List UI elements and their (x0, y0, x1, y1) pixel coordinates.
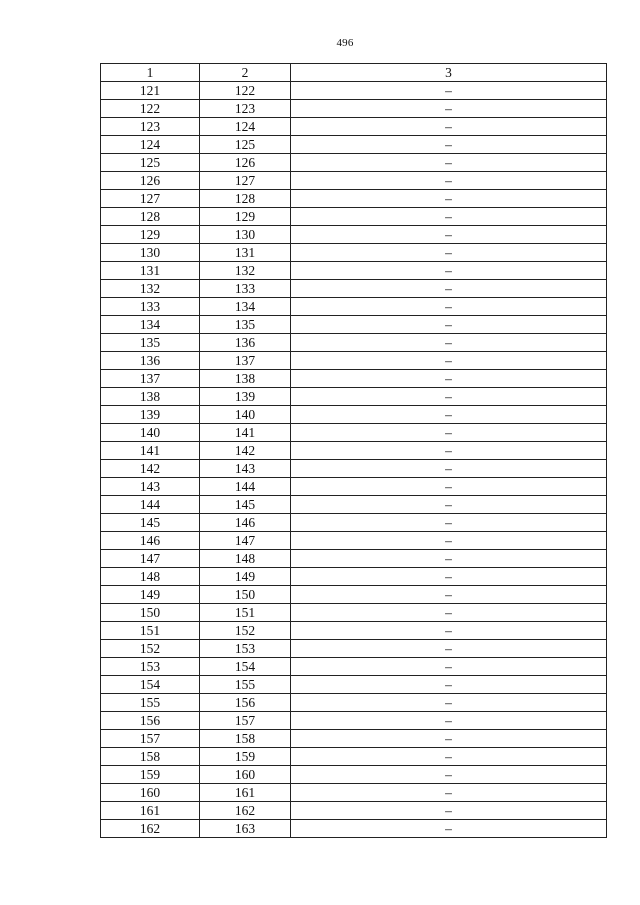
table-cell-col-3: – (291, 190, 607, 208)
table-row (101, 262, 607, 280)
table-cell-col-1: 160 (101, 784, 200, 802)
table-cell-col-2: 125 (200, 136, 291, 154)
table-row (101, 334, 607, 352)
table-cell-col-3: – (291, 766, 607, 784)
table-header-row (101, 64, 607, 82)
table-cell-col-1: 135 (101, 334, 200, 352)
table-cell-col-3: – (291, 244, 607, 262)
table-row (101, 640, 607, 658)
table-cell-col-1: 157 (101, 730, 200, 748)
table-cell-col-1: 143 (101, 478, 200, 496)
table-row (101, 694, 607, 712)
table-cell-col-2: 122 (200, 82, 291, 100)
table-cell-col-3: – (291, 604, 607, 622)
table-row (101, 226, 607, 244)
page-number: 496 (336, 37, 354, 49)
table-cell-col-1: 127 (101, 190, 200, 208)
table-row (101, 442, 607, 460)
table-cell-col-2: 156 (200, 694, 291, 712)
table-row (101, 82, 607, 100)
table-cell-col-2: 162 (200, 802, 291, 820)
column-header-2: 2 (200, 64, 291, 82)
table-cell-col-3: – (291, 820, 607, 838)
table-cell-col-3: – (291, 388, 607, 406)
table-cell-col-1: 137 (101, 370, 200, 388)
table-cell-col-2: 123 (200, 100, 291, 118)
table-cell-col-1: 158 (101, 748, 200, 766)
table-cell-col-3: – (291, 658, 607, 676)
table-cell-col-3: – (291, 406, 607, 424)
table-cell-col-2: 133 (200, 280, 291, 298)
table-cell-col-2: 148 (200, 550, 291, 568)
table-cell-col-3: – (291, 532, 607, 550)
table-cell-col-2: 160 (200, 766, 291, 784)
table-cell-col-3: – (291, 640, 607, 658)
table-cell-col-3: – (291, 118, 607, 136)
table-cell-col-1: 140 (101, 424, 200, 442)
table-cell-col-3: – (291, 334, 607, 352)
table-cell-col-3: – (291, 622, 607, 640)
table-cell-col-1: 123 (101, 118, 200, 136)
table-cell-col-2: 132 (200, 262, 291, 280)
table-cell-col-1: 134 (101, 316, 200, 334)
table-cell-col-3: – (291, 208, 607, 226)
table-cell-col-3: – (291, 82, 607, 100)
table-cell-col-1: 129 (101, 226, 200, 244)
table-cell-col-2: 146 (200, 514, 291, 532)
table-cell-col-3: – (291, 442, 607, 460)
table-cell-col-1: 121 (101, 82, 200, 100)
table-cell-col-3: – (291, 586, 607, 604)
table-cell-col-1: 152 (101, 640, 200, 658)
table-cell-col-1: 149 (101, 586, 200, 604)
table-cell-col-2: 127 (200, 172, 291, 190)
table-cell-col-1: 148 (101, 568, 200, 586)
table-cell-col-1: 122 (101, 100, 200, 118)
table-row (101, 568, 607, 586)
table-cell-col-1: 156 (101, 712, 200, 730)
table-cell-col-2: 151 (200, 604, 291, 622)
table-cell-col-3: – (291, 226, 607, 244)
table-row (101, 460, 607, 478)
table-cell-col-1: 161 (101, 802, 200, 820)
table-cell-col-2: 130 (200, 226, 291, 244)
table-row (101, 208, 607, 226)
table-cell-col-1: 131 (101, 262, 200, 280)
table-cell-col-1: 125 (101, 154, 200, 172)
table-row (101, 478, 607, 496)
table-row (101, 748, 607, 766)
table-cell-col-1: 154 (101, 676, 200, 694)
table-cell-col-1: 147 (101, 550, 200, 568)
table-cell-col-3: – (291, 370, 607, 388)
table-cell-col-2: 134 (200, 298, 291, 316)
table-row (101, 370, 607, 388)
table-cell-col-1: 151 (101, 622, 200, 640)
table-cell-col-1: 159 (101, 766, 200, 784)
table-cell-col-2: 128 (200, 190, 291, 208)
table-row (101, 406, 607, 424)
table-cell-col-1: 155 (101, 694, 200, 712)
table-cell-col-3: – (291, 496, 607, 514)
table-row (101, 136, 607, 154)
table-cell-col-2: 143 (200, 460, 291, 478)
table-cell-col-2: 126 (200, 154, 291, 172)
table-cell-col-2: 152 (200, 622, 291, 640)
table-row (101, 820, 607, 838)
table-cell-col-2: 159 (200, 748, 291, 766)
table-cell-col-2: 137 (200, 352, 291, 370)
table-cell-col-1: 133 (101, 298, 200, 316)
table-cell-col-3: – (291, 478, 607, 496)
table-cell-col-3: – (291, 568, 607, 586)
table-cell-col-3: – (291, 100, 607, 118)
table-row (101, 676, 607, 694)
table-cell-col-3: – (291, 172, 607, 190)
table-cell-col-1: 150 (101, 604, 200, 622)
table-cell-col-3: – (291, 316, 607, 334)
table-cell-col-1: 132 (101, 280, 200, 298)
table-cell-col-3: – (291, 424, 607, 442)
table-row (101, 118, 607, 136)
table-row (101, 424, 607, 442)
table-cell-col-2: 144 (200, 478, 291, 496)
table-cell-col-1: 141 (101, 442, 200, 460)
table-row (101, 550, 607, 568)
table-cell-col-1: 138 (101, 388, 200, 406)
table-cell-col-3: – (291, 712, 607, 730)
table-cell-col-2: 157 (200, 712, 291, 730)
table-cell-col-2: 141 (200, 424, 291, 442)
table-cell-col-2: 161 (200, 784, 291, 802)
table-cell-col-1: 146 (101, 532, 200, 550)
table-cell-col-2: 139 (200, 388, 291, 406)
table-row (101, 352, 607, 370)
table-cell-col-2: 155 (200, 676, 291, 694)
table-cell-col-3: – (291, 694, 607, 712)
table-row (101, 388, 607, 406)
table-cell-col-2: 149 (200, 568, 291, 586)
column-header-3: 3 (291, 64, 607, 82)
table-cell-col-1: 139 (101, 406, 200, 424)
table-cell-col-1: 145 (101, 514, 200, 532)
table-row (101, 316, 607, 334)
table-cell-col-2: 140 (200, 406, 291, 424)
table-cell-col-3: – (291, 460, 607, 478)
table-row (101, 802, 607, 820)
table-cell-col-3: – (291, 730, 607, 748)
table-cell-col-2: 136 (200, 334, 291, 352)
table-row (101, 244, 607, 262)
data-table (100, 63, 607, 838)
table-cell-col-2: 158 (200, 730, 291, 748)
table-cell-col-1: 126 (101, 172, 200, 190)
table-row (101, 730, 607, 748)
table-row (101, 586, 607, 604)
table-row (101, 712, 607, 730)
table-cell-col-3: – (291, 514, 607, 532)
table-cell-col-1: 142 (101, 460, 200, 478)
table-cell-col-1: 124 (101, 136, 200, 154)
column-header-1: 1 (101, 64, 200, 82)
table-cell-col-2: 124 (200, 118, 291, 136)
table-cell-col-2: 145 (200, 496, 291, 514)
table-row (101, 190, 607, 208)
table-cell-col-2: 150 (200, 586, 291, 604)
table-row (101, 172, 607, 190)
table-cell-col-2: 138 (200, 370, 291, 388)
table-row (101, 514, 607, 532)
table-row (101, 784, 607, 802)
table-cell-col-2: 154 (200, 658, 291, 676)
table-row (101, 280, 607, 298)
table-row (101, 658, 607, 676)
table-cell-col-2: 147 (200, 532, 291, 550)
table-cell-col-3: – (291, 352, 607, 370)
table-row (101, 298, 607, 316)
table-cell-col-2: 142 (200, 442, 291, 460)
table-cell-col-3: – (291, 802, 607, 820)
table-cell-col-3: – (291, 550, 607, 568)
table-row (101, 496, 607, 514)
table-row (101, 604, 607, 622)
table-cell-col-1: 153 (101, 658, 200, 676)
table-row (101, 766, 607, 784)
table-cell-col-3: – (291, 262, 607, 280)
table-row (101, 532, 607, 550)
table-cell-col-2: 135 (200, 316, 291, 334)
table-cell-col-1: 128 (101, 208, 200, 226)
table-cell-col-1: 144 (101, 496, 200, 514)
table-cell-col-3: – (291, 676, 607, 694)
table-cell-col-2: 129 (200, 208, 291, 226)
table-row (101, 154, 607, 172)
table-cell-col-2: 131 (200, 244, 291, 262)
table-cell-col-2: 163 (200, 820, 291, 838)
table-cell-col-1: 130 (101, 244, 200, 262)
table-cell-col-3: – (291, 154, 607, 172)
table-row (101, 622, 607, 640)
table-cell-col-3: – (291, 136, 607, 154)
table-cell-col-3: – (291, 748, 607, 766)
table-cell-col-3: – (291, 280, 607, 298)
table-cell-col-3: – (291, 784, 607, 802)
table-cell-col-1: 136 (101, 352, 200, 370)
table-body (101, 82, 607, 838)
table-cell-col-1: 162 (101, 820, 200, 838)
table-cell-col-2: 153 (200, 640, 291, 658)
table-cell-col-3: – (291, 298, 607, 316)
table-row (101, 100, 607, 118)
